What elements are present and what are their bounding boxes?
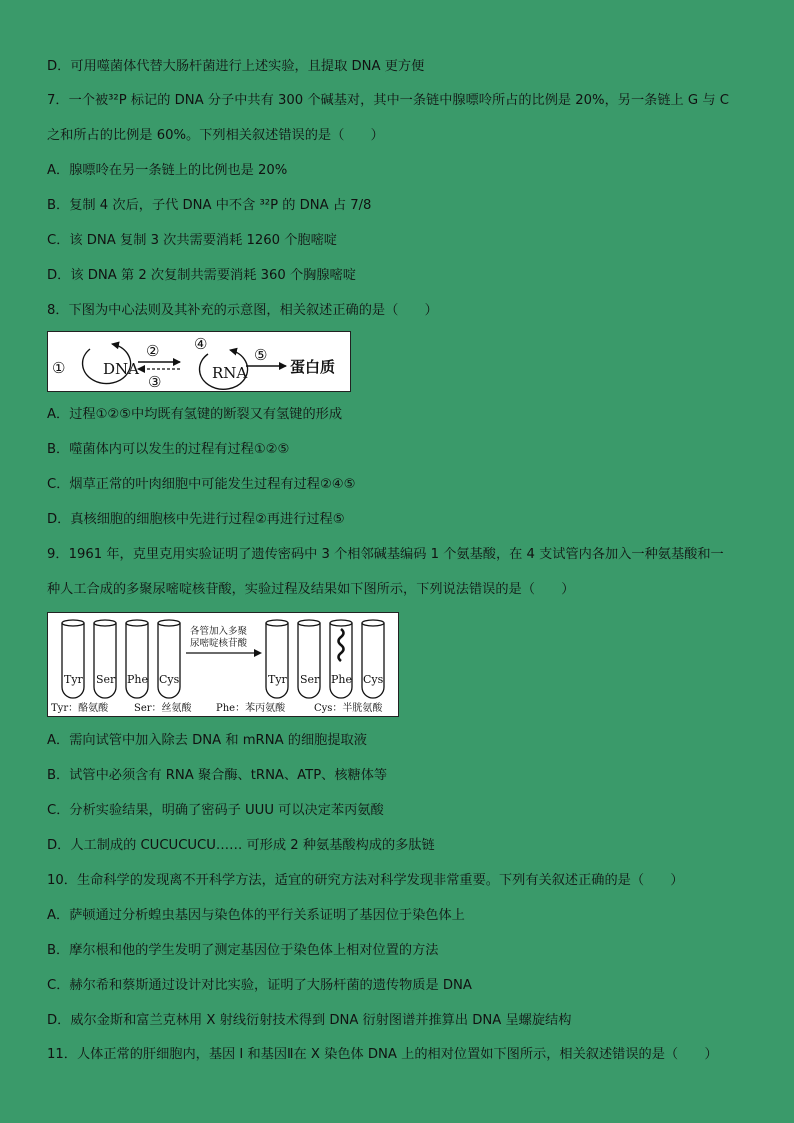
q10-option-d: D．威尔金斯和富兰克林用 X 射线衍射技术得到 DNA 衍射图谱并推算出 DNA 呈螺旋结构: [47, 1013, 572, 1028]
tube-after-phe: [330, 620, 352, 698]
tube-after-cys-label: Cys: [363, 673, 384, 686]
q9-option-b: B．试管中必须含有 RNA 聚合酶、tRNA、ATP、核糖体等: [47, 768, 388, 783]
tube-before-cys: [158, 620, 180, 698]
q10-stem: 10．生命科学的发现离不开科学方法，适宜的研究方法对科学发现非常重要。下列有关叙述正确的是（ ）: [47, 873, 684, 888]
tube-before-tyr-label: Tyr: [64, 673, 83, 686]
q9-stem-line-1: 9．1961 年，克里克用实验证明了遗传密码中 3 个相邻碱基编码 1 个氨基酸，在 4 支试管内各加入一种氨基酸和一: [47, 547, 724, 562]
q10-option-a: A．萨顿通过分析蝗虫基因与染色体的平行关系证明了基因位于染色体上: [47, 908, 465, 923]
tube-before-ser: [94, 620, 116, 698]
legend-phe: Phe：苯丙氨酸: [216, 703, 286, 714]
tube-before-ser-label: Ser: [96, 673, 116, 686]
tube-after-phe-label: Phe: [331, 673, 352, 686]
test-tube-experiment-figure: [47, 612, 399, 717]
q10-option-b: B．摩尔根和他的学生发明了测定基因位于染色体上相对位置的方法: [47, 943, 439, 958]
q10-option-c: C．赫尔希和蔡斯通过设计对比实验，证明了大肠杆菌的遗传物质是 DNA: [47, 978, 472, 993]
dna-label: DNA: [103, 360, 139, 378]
q9-option-d: D．人工制成的 CUCUCUCU…… 可形成 2 种氨基酸构成的多肽链: [47, 838, 435, 853]
tube-after-ser: [298, 620, 320, 698]
tube-after-cys: [362, 620, 384, 698]
q7-stem-line-1: 7．一个被³²P 标记的 DNA 分子中共有 300 个碱基对，其中一条链中腺嘌呤所占的比例是 20%，另一条链上 G 与 C: [47, 93, 729, 108]
q7-option-b: B．复制 4 次后，子代 DNA 中不含 ³²P 的 DNA 占 7/8: [47, 198, 372, 213]
tube-before-tyr: [62, 620, 84, 698]
q11-stem: 11．人体正常的肝细胞内，基因 I 和基因Ⅱ在 X 染色体 DNA 上的相对位置如下图所示，相关叙述错误的是（ ）: [47, 1047, 718, 1062]
q7-option-d: D．该 DNA 第 2 次复制共需要消耗 360 个胸腺嘧啶: [47, 268, 356, 283]
q8-option-c: C．烟草正常的叶肉细胞中可能发生过程有过程②④⑤: [47, 477, 356, 492]
tube-before-phe: [126, 620, 148, 698]
tube-after-tyr-label: Tyr: [268, 673, 287, 686]
legend-cys: Cys：半胱氨酸: [314, 703, 383, 714]
process-3-label: ③: [148, 373, 162, 391]
arrow-label-line-2: 尿嘧啶核苷酸: [190, 638, 248, 649]
q9-stem-line-2: 种人工合成的多聚尿嘧啶核苷酸，实验过程及结果如下图所示，下列说法错误的是（ ）: [47, 582, 575, 597]
q7-option-a: A．腺嘌呤在另一条链上的比例也是 20%: [47, 163, 288, 178]
rna-label: RNA: [212, 364, 248, 382]
process-1-label: ①: [52, 359, 66, 377]
q7-option-c: C．该 DNA 复制 3 次共需要消耗 1260 个胞嘧啶: [47, 233, 337, 248]
q8-option-a: A．过程①②⑤中均既有氢键的断裂又有氢键的形成: [47, 407, 343, 422]
q7-stem-line-2: 之和所占的比例是 60%。下列相关叙述错误的是（ ）: [47, 128, 384, 143]
q6-option-d: D．可用噬菌体代替大肠杆菌进行上述实验，且提取 DNA 更方便: [47, 59, 425, 74]
process-4-label: ④: [194, 335, 208, 353]
q9-option-c: C．分析实验结果，明确了密码子 UUU 可以决定苯丙氨酸: [47, 803, 384, 818]
q8-option-d: D．真核细胞的细胞核中先进行过程②再进行过程⑤: [47, 512, 345, 527]
process-arrow-head: [254, 649, 262, 657]
protein-label: 蛋白质: [290, 358, 336, 376]
central-dogma-figure: [47, 331, 351, 392]
legend-ser: Ser：丝氨酸: [134, 703, 192, 714]
tube-after-ser-label: Ser: [300, 673, 320, 686]
q8-option-b: B．噬菌体内可以发生的过程有过程①②⑤: [47, 442, 290, 457]
process-5-label: ⑤: [254, 346, 268, 364]
polypeptide-chain-icon: [339, 629, 344, 661]
q9-option-a: A．需向试管中加入除去 DNA 和 mRNA 的细胞提取液: [47, 733, 367, 748]
arrow-label-line-1: 各管加入多聚: [190, 626, 248, 637]
process-2-label: ②: [146, 342, 160, 360]
legend-tyr: Tyr：酪氨酸: [51, 703, 109, 714]
tube-before-phe-label: Phe: [127, 673, 148, 686]
tube-before-cys-label: Cys: [159, 673, 180, 686]
tube-after-tyr: [266, 620, 288, 698]
q8-stem: 8．下图为中心法则及其补充的示意图，相关叙述正确的是（ ）: [47, 303, 438, 318]
